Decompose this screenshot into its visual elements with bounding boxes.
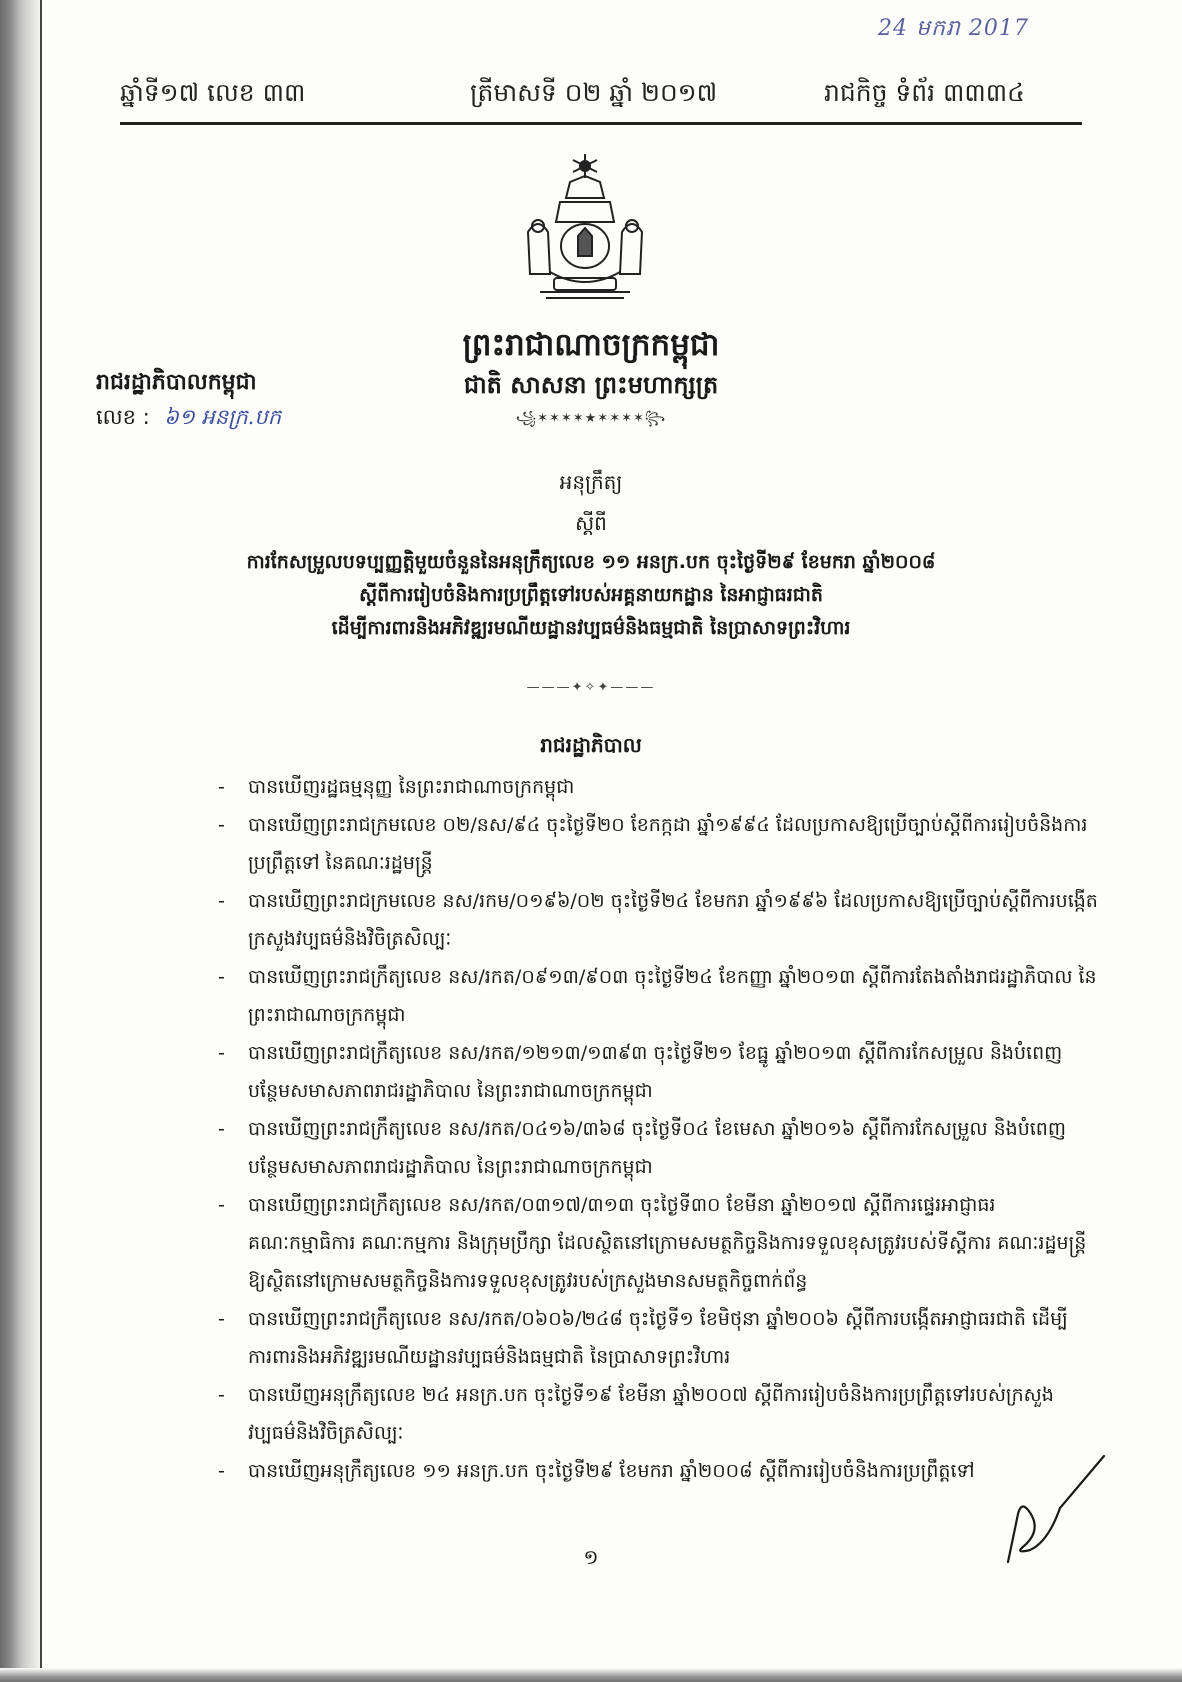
- handwritten-date: 24 មករា 2017: [878, 16, 1029, 41]
- document-type: អនុក្រឹត្យ: [559, 470, 623, 494]
- regarding-label: ស្តីពី: [575, 511, 607, 535]
- royal-emblem-icon: [520, 152, 650, 312]
- list-item: - បានឃើញព្រះរាជក្រឹត្យលេខ នស/រកត/០៣១៧/៣១៣ ចុះថ្ងៃទី៣០ ខែមីនា ឆ្នាំ២០១៧ ស្តីពីការផ្ទេរអាជ្ញាធរ គណៈកម្មាធិការ គណៈកម្មការ និងក្រុមប្រឹក្សា ដែលស្ថិតនៅក្រោមសមត្ថកិច្ចនិងការទទួលខុសត្រូវរបស់ទីស្តីការ គណៈរដ្ឋមន្ត្រី ឱ្យស្ថិតនៅក្រោមសមត្ថកិច្ចនិងការទទួលខុសត្រូវរបស់ក្រសួងមានសមត្ថកិច្ចពាក់ព័ន្ធ: [218, 1194, 1087, 1292]
- subject-line: ដើម្បីការពារនិងអភិវឌ្ឍរមណីយដ្ឋានវប្បធម៌និងធម្មជាតិ នៃប្រាសាទព្រះវិហារ: [331, 617, 851, 639]
- page-number: ១: [583, 1545, 599, 1569]
- kingdom-title: ព្រះរាជាណាចក្រកម្ពុជា: [462, 327, 720, 363]
- list-item: - បានឃើញព្រះរាជក្រមលេខ ០២/នស/៩៤ ចុះថ្ងៃទី២០ ខែកក្កដា ឆ្នាំ១៩៩៤ ដែលប្រកាសឱ្យប្រើច្បាប់ស្តីពីការរៀបចំនិងការប្រព្រឹត្តទៅ នៃគណៈរដ្ឋមន្ត្រី: [218, 814, 1088, 874]
- list-item: - បានឃើញអនុក្រឹត្យលេខ ១១ អនក្រ.បក ចុះថ្ងៃទី២៩ ខែមករា ឆ្នាំ២០០៨ ស្តីពីការរៀបចំនិងការប្រព្រឹត្តទៅ: [218, 1460, 975, 1482]
- preamble-list: [218, 768, 1098, 1490]
- subject-line: ស្តីពីការរៀបចំនិងការប្រព្រឹត្តទៅរបស់អគ្គនាយកដ្ឋាន នៃអាជ្ញាធរជាតិ: [359, 584, 823, 606]
- scan-binding-edge: [0, 0, 40, 1682]
- scan-bottom-edge: [0, 1668, 1182, 1682]
- section-heading: រាជរដ្ឋាភិបាល: [540, 733, 642, 757]
- list-item: - បានឃើញព្រះរាជក្រឹត្យលេខ នស/រកត/០៩១៣/៩០៣ ចុះថ្ងៃទី២៤ ខែកញ្ញា ឆ្នាំ២០១៣ ស្តីពីការតែងតាំងរាជរដ្ឋាភិបាល នៃព្រះរាជាណាចក្រកម្ពុជា: [218, 966, 1097, 1026]
- margin-line: [40, 0, 42, 1682]
- header-gazette-page: រាជកិច្ច ទំព័រ ៣៣៣៤: [824, 78, 1025, 107]
- header-date: ត្រីមាសទី ០២ ឆ្នាំ ២០១៧: [470, 78, 718, 107]
- header-rule: [120, 122, 1082, 125]
- issuer-name: រាជរដ្ឋាភិបាលកម្ពុជា: [96, 370, 257, 395]
- subject-line: ការកែសម្រួលបទប្បញ្ញត្តិមួយចំនួននៃអនុក្រឹត្យលេខ ១១ អនក្រ.បក ចុះថ្ងៃទី២៩ ខែមករា ឆ្នាំ២០០៨: [246, 551, 936, 573]
- header-year-issue: ឆ្នាំទី១៧ លេខ ៣៣: [120, 78, 306, 107]
- list-item: - បានឃើញព្រះរាជក្រឹត្យលេខ នស/រកត/០៤១៦/៣៦៨ ចុះថ្ងៃទី០៤ ខែមេសា ឆ្នាំ២០១៦ ស្តីពីការកែសម្រួល និងបំពេញបន្ថែមសមាសភាពរាជរដ្ឋាភិបាល នៃព្រះរាជាណាចក្រកម្ពុជា: [218, 1118, 1066, 1178]
- list-item: - បានឃើញព្រះរាជក្រឹត្យលេខ នស/រកត/១២១៣/១៣៩៣ ចុះថ្ងៃទី២១ ខែធ្នូ ឆ្នាំ២០១៣ ស្តីពីការកែសម្រួល និងបំពេញបន្ថែមសមាសភាពរាជរដ្ឋាភិបាល នៃព្រះរាជាណាចក្រកម្ពុជា: [218, 1042, 1063, 1102]
- list-item: - បានឃើញព្រះរាជក្រឹត្យលេខ នស/រកត/០៦០៦/២៤៨ ចុះថ្ងៃទី១ ខែមិថុនា ឆ្នាំ២០០៦ ស្តីពីការបង្កើតអាជ្ញាធរជាតិ ដើម្បីការពារនិងអភិវឌ្ឍរមណីយដ្ឋានវប្បធម៌និងធម្មជាតិ នៃប្រាសាទព្រះវិហារ: [218, 1308, 1068, 1368]
- list-item: - បានឃើញរដ្ឋធម្មនុញ្ញ នៃព្រះរាជាណាចក្រកម្ពុជា: [218, 776, 575, 798]
- document-subject: [0, 546, 1182, 645]
- reference-number-label: លេខ :: [96, 405, 150, 429]
- title-ornament: ꧁✶✶✶✶★✶✶✶✶꧂: [515, 411, 667, 426]
- national-motto: ជាតិ សាសនា ព្រះមហាក្សត្រ: [463, 371, 719, 399]
- list-item: - បានឃើញអនុក្រឹត្យលេខ ២៤ អនក្រ.បក ចុះថ្ងៃទី១៩ ខែមីនា ឆ្នាំ២០០៧ ស្តីពីការរៀបចំនិងការប្រព្រឹត្តទៅរបស់ក្រសួងវប្បធម៌និងវិចិត្រសិល្បៈ: [218, 1384, 1054, 1444]
- list-item: - បានឃើញព្រះរាជក្រមលេខ នស/រកម/០១៩៦/០២ ចុះថ្ងៃទី២៤ ខែមករា ឆ្នាំ១៩៩៦ ដែលប្រកាសឱ្យប្រើច្បាប់ស្តីពីការបង្កើតក្រសួងវប្បធម៌និងវិចិត្រសិល្បៈ: [218, 890, 1098, 950]
- reference-number-value: ៦១ អនក្រ.បក: [164, 405, 282, 429]
- section-divider: ———✦✧✦———: [526, 680, 656, 695]
